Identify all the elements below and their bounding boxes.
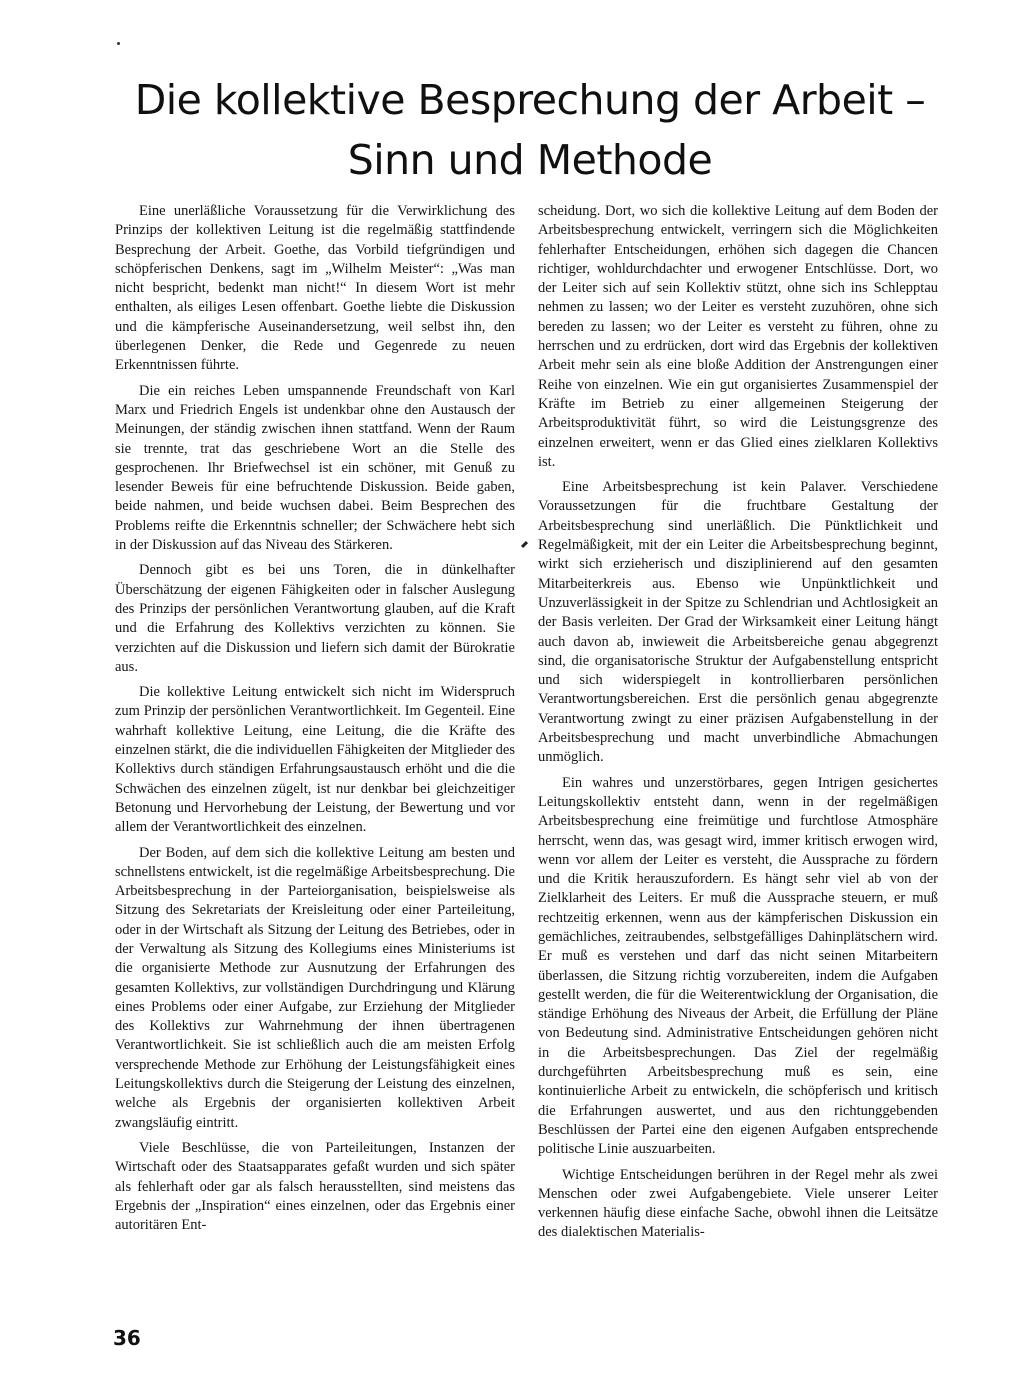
paragraph: Dennoch gibt es bei uns Toren, die in dünkelhafter Überschätzung der eigenen Fähigkeiten oder in falscher Auslegung des Prinzips der persönlichen Verantwortung glauben, auf die Kraft und die Erfahrung des Kollektivs verzichten zu können. Sie verzichten auf die Diskussion und liefern sich damit der Bürokratie aus.	[115, 562, 515, 675]
paragraph: Eine unerläßliche Voraussetzung für die Verwirklichung des Prinzips der kollektiven Leitung ist die regelmäßig stattfindende Besprechung der Arbeit. Goethe, das Vorbild tiefgründigen und schöpferischen Denkens, sagt im „Wilhelm Meister“: „Was man nicht bespricht, bedenkt man nicht!“ In diesem Wort ist mehr enthalten, als eiliges Lesen offenbart. Goethe liebte die Diskussion und die kämpferische Auseinandersetzung, weil selbst ihn, den überlegenen Denker, die Rede und Gegenrede zu neuen Erkenntnissen führte.	[115, 203, 515, 374]
paragraph: Wichtige Entscheidungen berühren in der Regel mehr als zwei Menschen oder zwei Aufgabengebiete. Viele unserer Leiter verkennen häufig diese einfache Sache, obwohl ihnen die Leitsätze des dialektischen Materialis-	[538, 1166, 938, 1241]
page-title	[110, 70, 950, 190]
paragraph: Die kollektive Leitung entwickelt sich nicht im Widerspruch zum Prinzip der persönlichen Verantwortlichkeit. Im Gegenteil. Eine wahrhaft kollektive Leitung, eine Leitung, die die Kräfte des einzelnen stärkt, die die individuellen Fähigkeiten der Mitglieder des Kollektivs durch ständigen Erfahrungsaustausch erhöht und die die Schwächen des einzelnen zügelt, ist nur denkbar bei gleichzeitiger Betonung und Hervorhebung der Leistung, der Bewertung und vor allem der Verantwortlichkeit des einzelnen.	[115, 684, 515, 836]
paragraph: Ein wahres und unzerstörbares, gegen Intrigen gesichertes Leitungskollektiv entsteht dann, wenn in der regelmäßigen Arbeitsbesprechung eine freimütige und furchtlose Atmosphäre herrscht, wenn das, was gesagt wird, immer kritisch erwogen wird, wenn vor allem der Leiter es versteht, die Aussprache zu fördern und die Kritik herauszufordern. Es hängt sehr viel ab von der Zielklarheit des Leiters. Er muß die Aussprache steuern, er muß rechtzeitig erkennen, wenn aus der kämpferischen Diskussion ein gemächliches, zeitraubendes, selbstgefälliges Dahinplätschern wird. Er muß es verstehen und darf das nicht seinen Mitarbeitern überlassen, die Sitzung richtig vorzubereiten, indem die Aufgaben gestellt werden, die für die Weiterentwicklung der Organisation, die ständige Erhöhung des Niveaus der Arbeit, die Erfüllung der Pläne von Bedeutung sind. Administrative Entscheidungen gehören nicht in die Arbeitsbesprechungen. Das Ziel der regelmäßig durchgeführten Arbeitsbesprechung muß es sein, eine kontinuierliche Arbeit zu entwickeln, die schöpferisch und kritisch die Erfahrungen auswertet, und aus den richtunggebenden Beschlüssen der Partei eine den eigenen Aufgaben entsprechende politische Linie auszuarbeiten.	[538, 774, 938, 1158]
margin-pencil-mark	[521, 541, 528, 548]
paragraph: Viele Beschlüsse, die von Parteileitungen, Instanzen der Wirtschaft oder des Staatsapparates gefaßt wurden und sich später als fehlerhaft oder gar als falsch herausstellten, sind meistens das Ergebnis der „Inspiration“ eines einzelnen, oder das Ergebnis einer autoritären Ent-	[115, 1139, 515, 1234]
title-line-1: Die kollektive Besprechung der Arbeit –	[134, 76, 926, 124]
left-column	[115, 202, 515, 1241]
paragraph: Der Boden, auf dem sich die kollektive Leitung am besten und schnellstens entwickelt, ist die regelmäßige Arbeitsbesprechung. Die Arbeitsbesprechung in der Parteiorganisation, beispielsweise als Sitzung des Sekretariats der Kreisleitung oder einer Parteileitung, oder in der Wirtschaft als Sitzung der Leitung des Betriebes, oder in der Verwaltung als Sitzung des Kollegiums eines Ministeriums ist die organisierte Methode zur Ausnutzung der Erfahrungen des gesamten Kollektivs, zur vollständigen Durchdringung und Klärung eines Problems oder einer Aufgabe, zur Erziehung der Mitglieder des Kollektivs zur Wahrnehmung der ihnen übertragenen Verantwortlichkeit. Sie ist schließlich auch die am meisten Erfolg versprechende Methode zur Erhöhung der Leistungsfähigkeit eines Leitungskollektivs durch die Steigerung der Leistung des einzelnen, welche als Ergebnis der organisierten kollektiven Arbeit zwangsläufig eintritt.	[115, 844, 515, 1131]
scan-speck-mark	[117, 42, 120, 45]
page-number: 36	[113, 1326, 141, 1350]
paragraph: Die ein reiches Leben umspannende Freundschaft von Karl Marx und Friedrich Engels ist undenkbar ohne den Austausch der Meinungen, der ständig zwischen ihnen stattfand. Wenn der Raum sie trennte, trat das geschriebene Wort an die Stelle des gesprochenen. Ihr Briefwechsel ist ein schöner, mit Genuß zu lesender Beweis für eine befruchtende Diskussion. Beide gaben, beide nahmen, und beide wuchsen dabei. Beim Besprechen des Problems reifte die Erkenntnis schneller; der Schwächere hebt sich in der Diskussion auf das Niveau des Stärkeren.	[115, 382, 515, 554]
paragraph-continued: scheidung. Dort, wo sich die kollektive Leitung auf dem Boden der Arbeitsbesprechung entwickelt, verringern sich die Möglichkeiten fehlerhafter Entscheidungen, erhöhen sich dagegen die Chancen richtiger, wohldurchdachter und erwogener Entschlüsse. Dort, wo der Leiter sich auf sein Kollektiv stützt, ohne sich ins Schlepptau nehmen zu lassen; wo der Leiter es versteht zuzuhören, ohne sich bereden zu lassen; wo der Leiter es versteht zu führen, ohne zu herrschen und zu erdrücken, dort wird das Ergebnis der kollektiven Arbeit mehr sein als eine bloße Addition der Anstrengungen einer Reihe von einzelnen. Wie ein gut organisiertes Zusammenspiel der Kräfte im Betrieb zu einer allgemeinen Steigerung der Arbeitsproduktivität führt, so wird die Leistungsgrenze des einzelnen erweitert, wenn er das Glied eines zielklaren Kollektivs ist.	[538, 203, 938, 470]
paragraph: Eine Arbeitsbesprechung ist kein Palaver. Verschiedene Voraussetzungen für die fruchtbare Gestaltung der Arbeitsbesprechung sind unerläßlich. Die Pünktlichkeit und Regelmäßigkeit, mit der ein Leiter die Arbeitsbesprechung beginnt, wirkt sich erzieherisch und disziplinierend auf den gesamten Mitarbeiterkreis aus. Ebenso wie Unpünktlichkeit und Unzuverlässigkeit in der Spitze zu Schlendrian und Achtlosigkeit an der Basis verleiten. Der Grad der Wirksamkeit einer Leitung hängt auch davon ab, inwieweit die Arbeitsbereiche genau abgegrenzt sind, die organisatorische Struktur der Aufgabenstellung entspricht und sich widerspiegelt in kontrollierbaren persönlichen Verantwortungsbereichen. Erst die persönlich genau abgegrenzte Verantwortung zwingt zu einer präzisen Aufgabenstellung in der Arbeitsbesprechung und macht unverbindliche Abmachungen unmöglich.	[538, 479, 938, 766]
right-column	[538, 202, 938, 1249]
title-line-2: Sinn und Methode	[347, 136, 713, 184]
